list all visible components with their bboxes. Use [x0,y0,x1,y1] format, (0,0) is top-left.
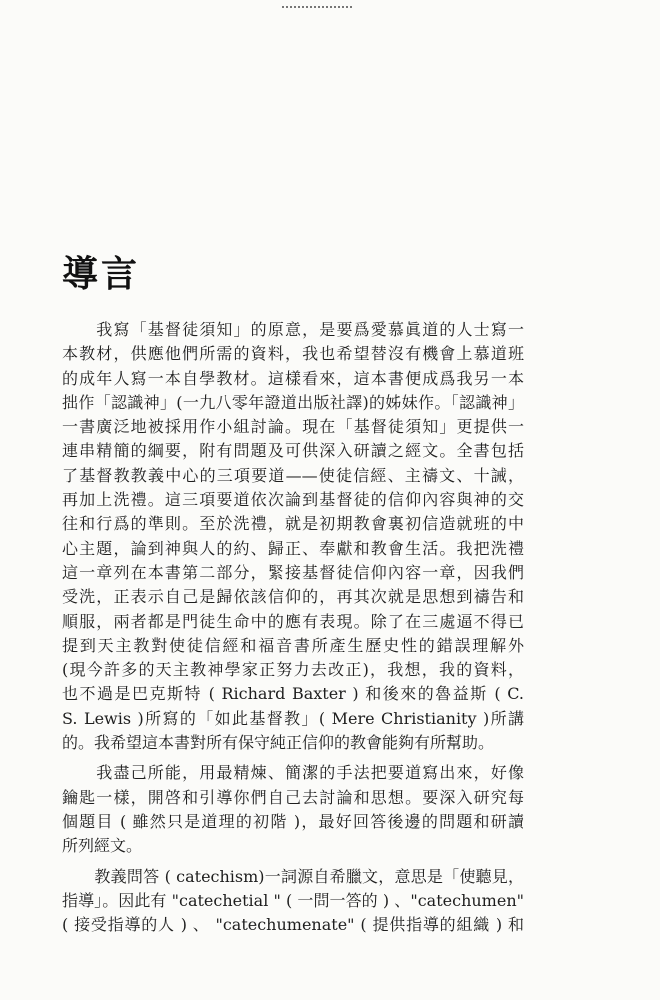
text-line: 教義問答 ( catechism)一詞源自希臘文，意思是「使聽見， [62,866,524,886]
text-line: 提到天主教對使徒信經和福音書所產生歷史性的錯誤理解外 [62,635,524,655]
text-line: 心主題，論到神與人的約、歸正、奉獻和教會生活。我把洗禮 [62,538,524,558]
text-line: 鑰匙一樣，開啓和引導你們自己去討論和思想。要深入研究每 [62,787,524,807]
text-line: 我盡己所能，用最精煉、簡潔的手法把要道寫出來，好像 [62,763,524,783]
body-text [62,318,524,937]
paragraph-1 [62,318,524,755]
paragraph-2 [62,761,524,858]
text-line: 個題目 ( 雖然只是道理的初階 )，最好回答後邊的問題和研讀 [62,811,524,831]
text-line: 拙作「認識神」(一九八零年證道出版社譯)的姊妹作。「認識神」 [62,392,524,412]
text-line: 受洗，正表示自己是歸依該信仰的，再其次就是思想到禱告和 [62,587,524,607]
text-line: 連串精簡的綱要，附有問題及可供深入研讀之經文。全書包括 [62,441,524,461]
text-line: ( 接受指導的人 ) 、 "catechumenate" ( 提供指導的組織 ) 和 [62,915,524,935]
text-line: 我寫「基督徒須知」的原意，是要爲愛慕眞道的人士寫一 [62,320,524,339]
text-line: 指導」。因此有 "catechetial " ( 一問一答的 ) 、"catechumen" [62,890,524,910]
text-line: 所列經文。 [62,836,143,856]
chapter-title: 導言 [62,254,141,295]
paragraph-3 [62,865,524,938]
text-line: 也不過是巴克斯特 ( Richard Baxter ) 和後來的魯益斯 ( C. [62,684,524,704]
text-line: 了基督教教義中心的三項要道——使徒信經、主禱文、十誡， [62,465,524,485]
text-line: 的。我希望這本書對所有保守純正信仰的教會能夠有所幫助。 [62,733,495,753]
text-line: 本教材，供應他們所需的資料，我也希望替沒有機會上慕道班 [62,344,524,364]
text-line: 的成年人寫一本自學教材。這樣看來，這本書便成爲我另一本 [62,368,524,388]
text-line: 再加上洗禮。這三項要道依次論到基督徒的信仰內容與神的交 [62,490,524,510]
top-edge-marks [282,6,352,10]
text-line: (現今許多的天主教神學家正努力去改正)，我想，我的資料， [62,660,524,680]
text-line: 順服，兩者都是門徒生命中的應有表現。除了在三處逼不得已 [62,611,524,631]
text-line: 一書廣泛地被採用作小組討論。現在「基督徒須知」更提供一 [62,417,524,437]
text-line: 往和行爲的準則。至於洗禮，就是初期教會裏初信造就班的中 [62,514,524,534]
text-line: 這一章列在本書第二部分，緊接基督徒信仰內容一章，因我們 [62,562,524,582]
text-line: S. Lewis )所寫的「如此基督教」( Mere Christianity )所講 [62,708,524,728]
